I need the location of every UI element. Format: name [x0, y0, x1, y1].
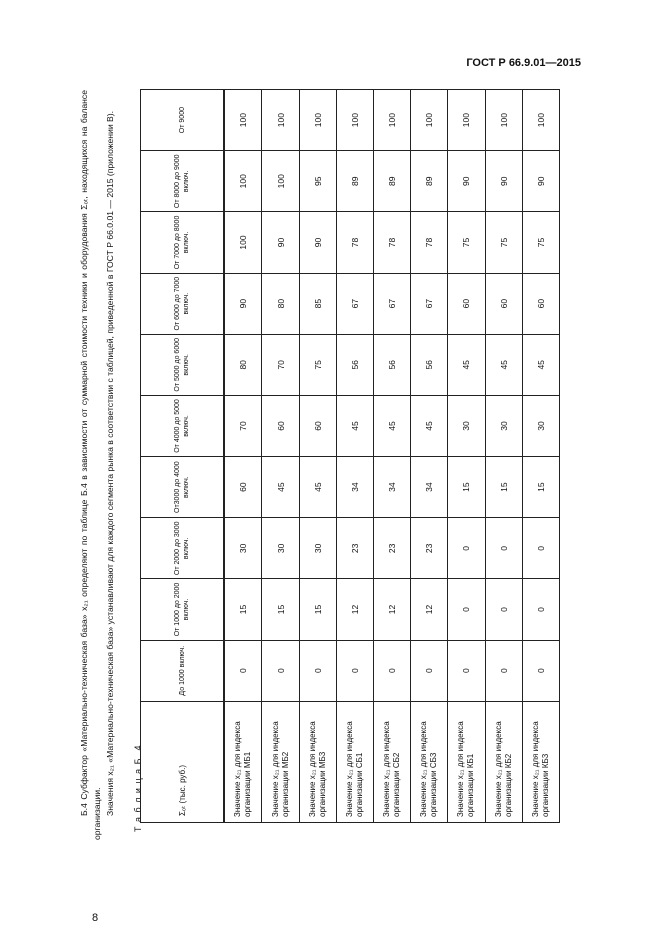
row-label: Значение x₂₁ для индекса организации КБ3: [522, 701, 559, 822]
cell: 0: [336, 640, 373, 701]
cell: 45: [374, 395, 411, 456]
cell: 60: [522, 273, 559, 334]
paragraph-values: Значения x₂₁ «Материально-техническая база» устанавливают для каждого сегмента рынка в соответствии с таблицей, приведенной в ГОСТ Р 66.0.01 — 2015 (приложении В).: [105, 110, 115, 816]
cell: 45: [411, 395, 448, 456]
cell: 0: [448, 518, 485, 579]
table-row: [522, 90, 559, 823]
cell: 100: [224, 90, 262, 151]
cell: 23: [336, 518, 373, 579]
table-header-row: [141, 90, 225, 823]
cell: 34: [411, 457, 448, 518]
cell: 78: [374, 212, 411, 273]
cell: 0: [224, 640, 262, 701]
cell: 100: [224, 151, 262, 212]
cell: 56: [374, 334, 411, 395]
table-row: [411, 90, 448, 823]
cell: 100: [374, 90, 411, 151]
cell: 67: [374, 273, 411, 334]
cell: 12: [374, 579, 411, 640]
column-header: От 4000 до 5000 включ.: [141, 395, 225, 456]
cell: 45: [448, 334, 485, 395]
cell: 90: [224, 273, 262, 334]
cell: 15: [522, 457, 559, 518]
cell: 45: [522, 334, 559, 395]
table-row: [262, 90, 299, 823]
cell: 34: [336, 457, 373, 518]
cell: 75: [299, 334, 336, 395]
cell: 78: [411, 212, 448, 273]
cell: 100: [448, 90, 485, 151]
cell: 0: [299, 640, 336, 701]
cell: 0: [262, 640, 299, 701]
cell: 15: [224, 579, 262, 640]
cell: 45: [336, 395, 373, 456]
cell: 0: [522, 579, 559, 640]
paragraph-b4: Б.4 Субфактор «Материально-техническая база» x₂₁ определяют по таблице Б.4 в зависимости от суммарной стоимости техники и оборудования Σₒₜ, находящихся на балансе организации.: [79, 90, 102, 840]
column-header: От 6000 до 7000 включ.: [141, 273, 225, 334]
cell: 90: [299, 212, 336, 273]
cell: 90: [262, 212, 299, 273]
cell: 0: [522, 640, 559, 701]
cell: 30: [522, 395, 559, 456]
column-header: От 7000 до 8000 включ.: [141, 212, 225, 273]
cell: 100: [262, 151, 299, 212]
document-header: ГОСТ Р 66.9.01—2015: [466, 57, 581, 69]
cell: 0: [411, 640, 448, 701]
table-row: [448, 90, 485, 823]
row-label: Значение x₂₁ для индекса организации МБ1: [224, 701, 262, 822]
cell: 60: [262, 395, 299, 456]
cell: 80: [224, 334, 262, 395]
cell: 89: [336, 151, 373, 212]
cell: 0: [448, 640, 485, 701]
table-row: [485, 90, 522, 823]
cell: 85: [299, 273, 336, 334]
column-header: От3000 до 4000 включ.: [141, 457, 225, 518]
cell: 0: [485, 579, 522, 640]
cell: 90: [485, 151, 522, 212]
row-label: Значение x₂₁ для индекса организации МБ2: [262, 701, 299, 822]
cell: 70: [262, 334, 299, 395]
table-row: [374, 90, 411, 823]
cell: 30: [262, 518, 299, 579]
cell: 60: [448, 273, 485, 334]
cell: 89: [374, 151, 411, 212]
cell: 75: [522, 212, 559, 273]
page-number: 8: [92, 912, 99, 924]
cell: 60: [485, 273, 522, 334]
column-header: От 9000: [141, 90, 225, 151]
cell: 67: [411, 273, 448, 334]
table-row: [224, 90, 262, 823]
cell: 100: [522, 90, 559, 151]
row-label: Значение x₂₁ для индекса организации СБ3: [411, 701, 448, 822]
row-label: Значение x₂₁ для индекса организации МБ3: [299, 701, 336, 822]
cell: 78: [336, 212, 373, 273]
cell: 15: [485, 457, 522, 518]
cell: 90: [522, 151, 559, 212]
corner-header: Σₒₜ (тыс. руб.): [141, 701, 225, 822]
cell: 23: [374, 518, 411, 579]
cell: 15: [262, 579, 299, 640]
cell: 0: [522, 518, 559, 579]
cell: 95: [299, 151, 336, 212]
cell: 30: [448, 395, 485, 456]
cell: 0: [448, 579, 485, 640]
column-header: От 8000 до 9000 включ.: [141, 151, 225, 212]
cell: 56: [336, 334, 373, 395]
cell: 100: [299, 90, 336, 151]
table-row: [336, 90, 373, 823]
cell: 67: [336, 273, 373, 334]
cell: 45: [262, 457, 299, 518]
table-row: [299, 90, 336, 823]
data-table: [140, 89, 560, 823]
cell: 12: [336, 579, 373, 640]
row-label: Значение x₂₁ для индекса организации КБ2: [485, 701, 522, 822]
cell: 75: [485, 212, 522, 273]
cell: 30: [485, 395, 522, 456]
cell: 70: [224, 395, 262, 456]
cell: 75: [448, 212, 485, 273]
cell: 100: [336, 90, 373, 151]
cell: 100: [262, 90, 299, 151]
cell: 100: [224, 212, 262, 273]
cell: 15: [448, 457, 485, 518]
row-label: Значение x₂₁ для индекса организации СБ1: [336, 701, 373, 822]
cell: 60: [224, 457, 262, 518]
cell: 0: [374, 640, 411, 701]
cell: 100: [485, 90, 522, 151]
table-b4: [140, 89, 560, 823]
cell: 56: [411, 334, 448, 395]
cell: 0: [485, 640, 522, 701]
cell: 30: [299, 518, 336, 579]
cell: 90: [448, 151, 485, 212]
cell: 100: [411, 90, 448, 151]
cell: 80: [262, 273, 299, 334]
row-label: Значение x₂₁ для индекса организации СБ2: [374, 701, 411, 822]
column-header: От 5000 до 6000 включ.: [141, 334, 225, 395]
cell: 34: [374, 457, 411, 518]
cell: 0: [485, 518, 522, 579]
cell: 30: [224, 518, 262, 579]
cell: 60: [299, 395, 336, 456]
column-header: От 2000 до 3000 включ.: [141, 518, 225, 579]
row-label: Значение x₂₁ для индекса организации КБ1: [448, 701, 485, 822]
cell: 45: [299, 457, 336, 518]
column-header: От 1000 до 2000 включ.: [141, 579, 225, 640]
table-caption: Т а б л и ц а Б. 4: [133, 744, 143, 832]
cell: 23: [411, 518, 448, 579]
cell: 45: [485, 334, 522, 395]
cell: 12: [411, 579, 448, 640]
column-header: До 1000 включ.: [141, 640, 225, 701]
paragraph-block: [78, 90, 117, 840]
cell: 15: [299, 579, 336, 640]
cell: 89: [411, 151, 448, 212]
